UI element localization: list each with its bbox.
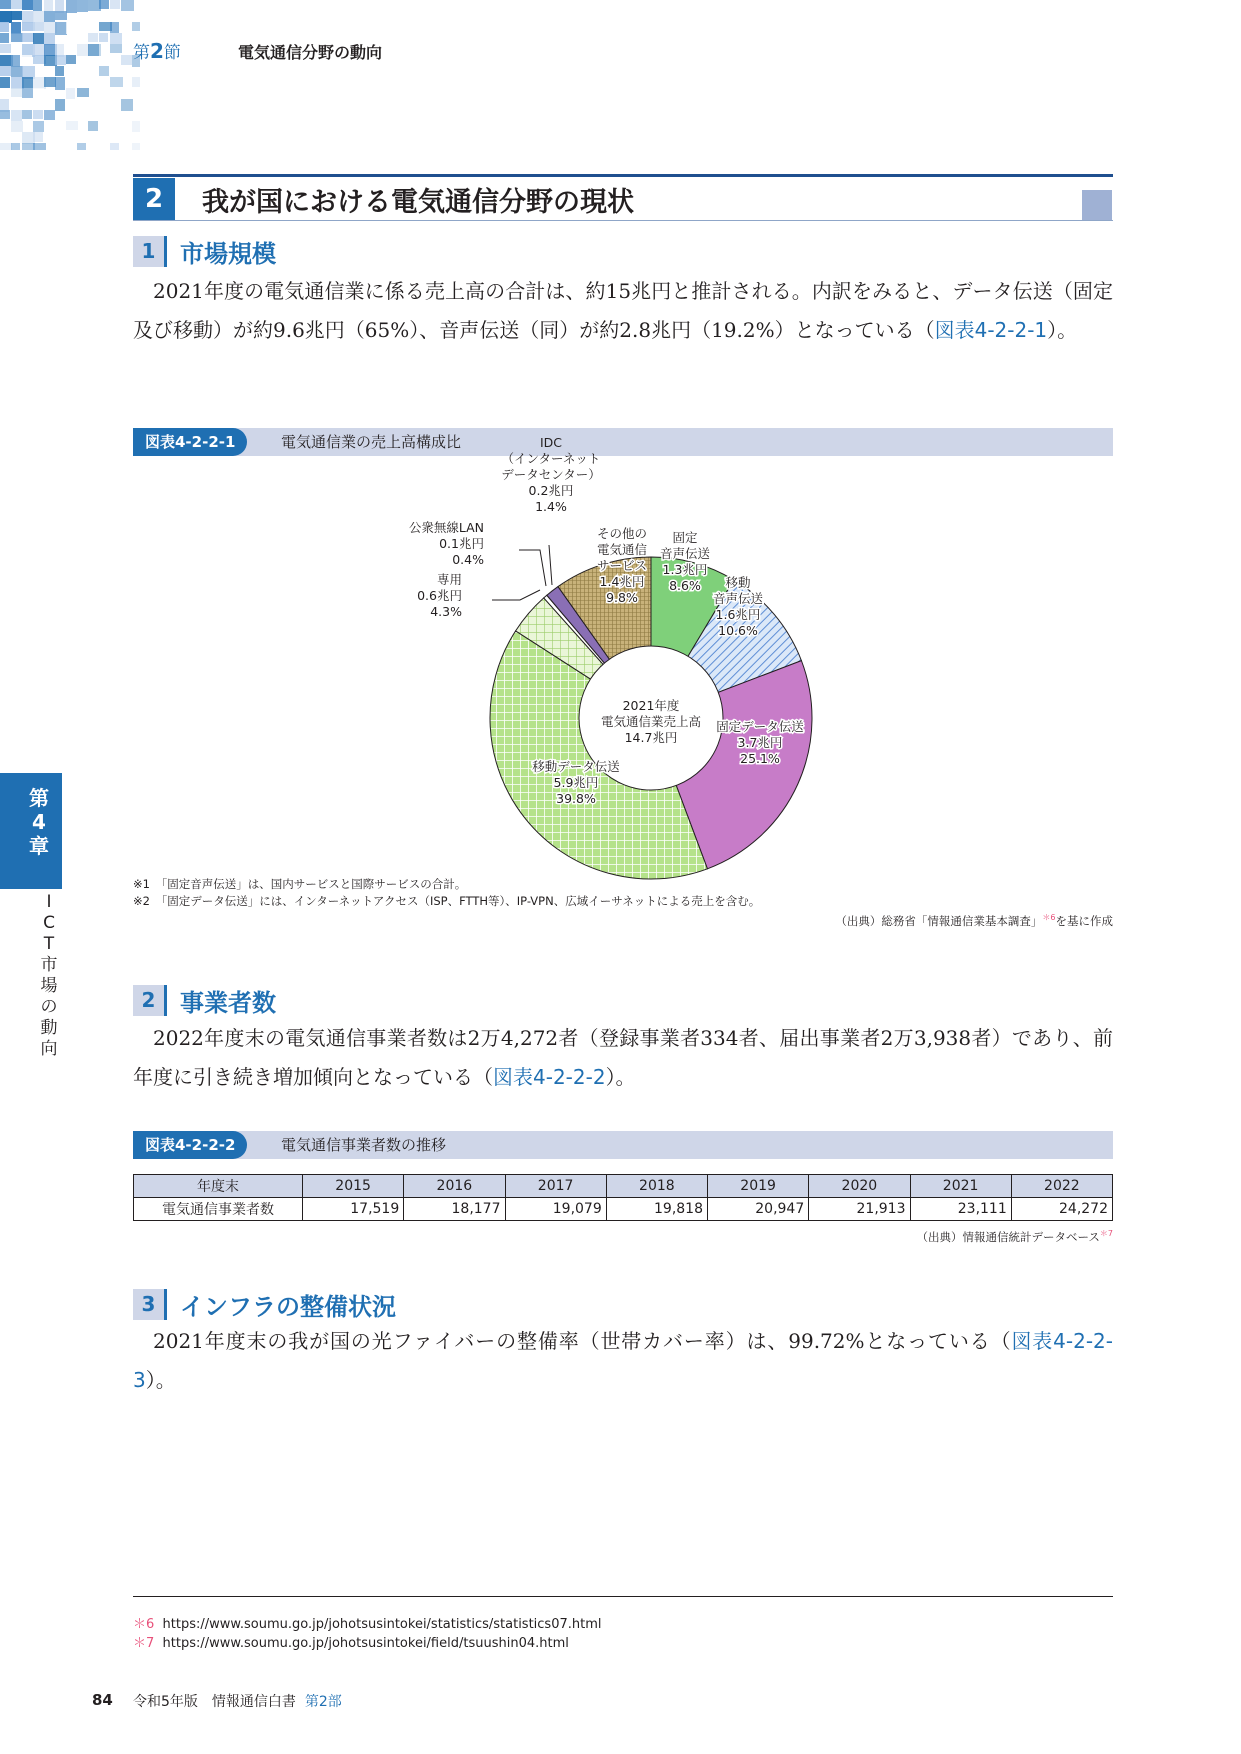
footnote-rule xyxy=(133,1596,1113,1597)
leader-line-dedicated xyxy=(492,590,540,600)
pie-slice-label: （インターネット xyxy=(501,451,601,466)
figure-1-id: 図表4-2-2-1 xyxy=(133,428,247,456)
chapter-title-char: 向 xyxy=(40,1039,58,1059)
subsection-1-title: 市場規模 xyxy=(180,240,276,268)
pie-center-label: 電気通信業売上高 xyxy=(600,714,702,729)
pie-slice-label: 10.6% xyxy=(718,623,758,638)
subsection-1-paragraph: 2021年度の電気通信業に係る売上高の合計は、約15兆円と推計される。内訳をみると、データ伝送（固定及び移動）が約9.6兆円（65%）、音声伝送（同）が約2.8兆円（19.2%）となっている（図表4-2-2-1）。 xyxy=(133,279,1113,342)
pie-slice-label: 8.6% xyxy=(669,578,701,593)
pie-slice-label: 0.4% xyxy=(452,552,484,567)
pie-slice-label: 5.9兆円 xyxy=(553,775,599,790)
table-cell: 23,111 xyxy=(910,1198,1011,1221)
pie-slice-label: 1.6兆円 xyxy=(715,607,761,622)
section-number: 2 xyxy=(133,178,175,220)
page-number: 84 xyxy=(92,1691,113,1709)
table-header-label: 年度末 xyxy=(134,1175,303,1198)
chapter-title-char: の xyxy=(40,997,58,1017)
pie-slice-label: 移動 xyxy=(725,575,751,590)
chapter-title-char: 動 xyxy=(40,1018,58,1038)
chapter-title-char: 市 xyxy=(40,955,58,975)
figure-1-title: 電気通信業の売上高構成比 xyxy=(281,433,462,451)
subsection-3-title: インフラの整備状況 xyxy=(180,1293,396,1321)
pie-slice-label: サービス xyxy=(596,558,648,573)
pie-slice-label: 1.4% xyxy=(535,499,567,514)
table-cell: 19,079 xyxy=(505,1198,606,1221)
footnote-6: ＊6 https://www.soumu.go.jp/johotsusintokei/statistics/statistics07.html xyxy=(133,1617,602,1632)
table-row xyxy=(134,1198,1113,1221)
pie-slice-label: 移動データ伝送 xyxy=(532,759,620,774)
pie-slice-label: 0.6兆円 xyxy=(417,588,462,603)
table-cell: 17,519 xyxy=(303,1198,404,1221)
table-header-year: 2019 xyxy=(708,1175,809,1198)
pie-slice-label: 1.4兆円 xyxy=(599,574,645,589)
pie-slice-label: 25.1% xyxy=(740,751,780,766)
chapter-title-char: I xyxy=(46,892,52,912)
table-header-row xyxy=(134,1175,1113,1198)
pie-slice-label: 1.3兆円 xyxy=(662,562,708,577)
pie-slice-label: 39.8% xyxy=(556,791,596,806)
pie-slice-label: 9.8% xyxy=(606,590,638,605)
section-title: 我が国における電気通信分野の現状 xyxy=(202,187,634,218)
table-header-year: 2017 xyxy=(505,1175,606,1198)
table-cell: 24,272 xyxy=(1011,1198,1112,1221)
table-cell: 20,947 xyxy=(708,1198,809,1221)
footnote-7: ＊7 https://www.soumu.go.jp/johotsusintokei/field/tsuushin04.html xyxy=(133,1636,569,1651)
figure-1-note-2: ※2 「固定データ伝送」には、インターネットアクセス（ISP、FTTH等）、IP-VPN、広域イーサネットによる売上を含む。 xyxy=(133,894,761,908)
pie-slice-label: 専用 xyxy=(436,572,462,587)
running-header-title: 電気通信分野の動向 xyxy=(238,43,383,62)
page-footer: 令和5年版 情報通信白書 第2部 xyxy=(133,1694,342,1710)
table-cell: 18,177 xyxy=(404,1198,505,1221)
subsection-3-paragraph: 2021年度末の我が国の光ファイバーの整備率（世帯カバー率）は、99.72%となっている（図表4-2-2-3）。 xyxy=(133,1329,1113,1392)
figure-reference-link[interactable]: 図表4-2-2-1 xyxy=(934,318,1048,342)
table-cell: 19,818 xyxy=(606,1198,707,1221)
chapter-title-vertical xyxy=(34,892,64,1060)
subsection-2-paragraph: 2022年度末の電気通信事業者数は2万4,272者（登録事業者334者、届出事業者2万3,938者）であり、前年度に引き続き増加傾向となっている（図表4-2-2-2）。 xyxy=(133,1026,1113,1089)
subsection-3-number: 3 xyxy=(133,1289,167,1320)
figure-1-note-1: ※1 「固定音声伝送」は、国内サービスと国際サービスの合計。 xyxy=(133,877,467,891)
pie-center-label: 2021年度 xyxy=(622,698,680,713)
table-source: （出典）情報通信統計データベース$^{*7}$ xyxy=(916,1229,1113,1244)
figure-reference-link[interactable]: 図表4-2-2-2 xyxy=(493,1065,606,1089)
figure-reference-link[interactable]: 図表4-2-2-3 xyxy=(133,1329,1113,1392)
table-header-year: 2020 xyxy=(809,1175,910,1198)
figure-2-header xyxy=(133,1131,1113,1159)
pie-center-label: 14.7兆円 xyxy=(624,730,678,745)
pie-slice-label: データセンター） xyxy=(501,467,601,482)
pie-slice-label: その他の xyxy=(596,526,648,541)
pie-slice-label: 0.1兆円 xyxy=(439,536,484,551)
leader-line-idc xyxy=(549,545,552,585)
running-header-section: 第2節 xyxy=(133,39,181,63)
chapter-title-char: T xyxy=(43,934,55,954)
table-header-year: 2021 xyxy=(910,1175,1011,1198)
chapter-label-char: 第 xyxy=(29,786,49,810)
figure-2-id: 図表4-2-2-2 xyxy=(133,1131,247,1159)
leader-line-lan xyxy=(519,550,546,586)
table-row-label: 電気通信事業者数 xyxy=(134,1198,303,1221)
pie-slice-label: 音声伝送 xyxy=(659,546,711,561)
pie-slice-label: 0.2兆円 xyxy=(528,483,574,498)
table-header-year: 2015 xyxy=(303,1175,404,1198)
chapter-label-char: 4 xyxy=(32,810,46,834)
pie-slice-label: 公衆無線LAN xyxy=(408,520,484,535)
pie-slice-label: 固定 xyxy=(672,530,698,545)
table-header-year: 2016 xyxy=(404,1175,505,1198)
chapter-label-char: 章 xyxy=(29,834,49,858)
chapter-title-char: 場 xyxy=(40,976,58,996)
table-header-year: 2022 xyxy=(1011,1175,1112,1198)
pie-slice-label: 固定データ伝送 xyxy=(716,719,804,734)
pie-slice-label: 音声伝送 xyxy=(712,591,764,606)
subsection-2-number: 2 xyxy=(133,985,167,1016)
figure-1-source: （出典）総務省「情報通信業基本調査」$^{*6}$を基に作成 xyxy=(835,913,1113,928)
table-cell: 21,913 xyxy=(809,1198,910,1221)
table-header-year: 2018 xyxy=(606,1175,707,1198)
chapter-label xyxy=(24,786,54,858)
subsection-2-title: 事業者数 xyxy=(180,989,276,1017)
chapter-title-char: C xyxy=(43,913,55,933)
pie-slice-label: 電気通信 xyxy=(596,542,648,557)
operator-count-table xyxy=(133,1174,1113,1221)
pie-slice-label: 3.7兆円 xyxy=(737,735,783,750)
figure-2-title: 電気通信事業者数の推移 xyxy=(281,1136,447,1154)
pie-slice-label: IDC xyxy=(539,435,563,450)
pie-slice-label: 4.3% xyxy=(430,604,462,619)
subsection-1-number: 1 xyxy=(133,236,167,267)
